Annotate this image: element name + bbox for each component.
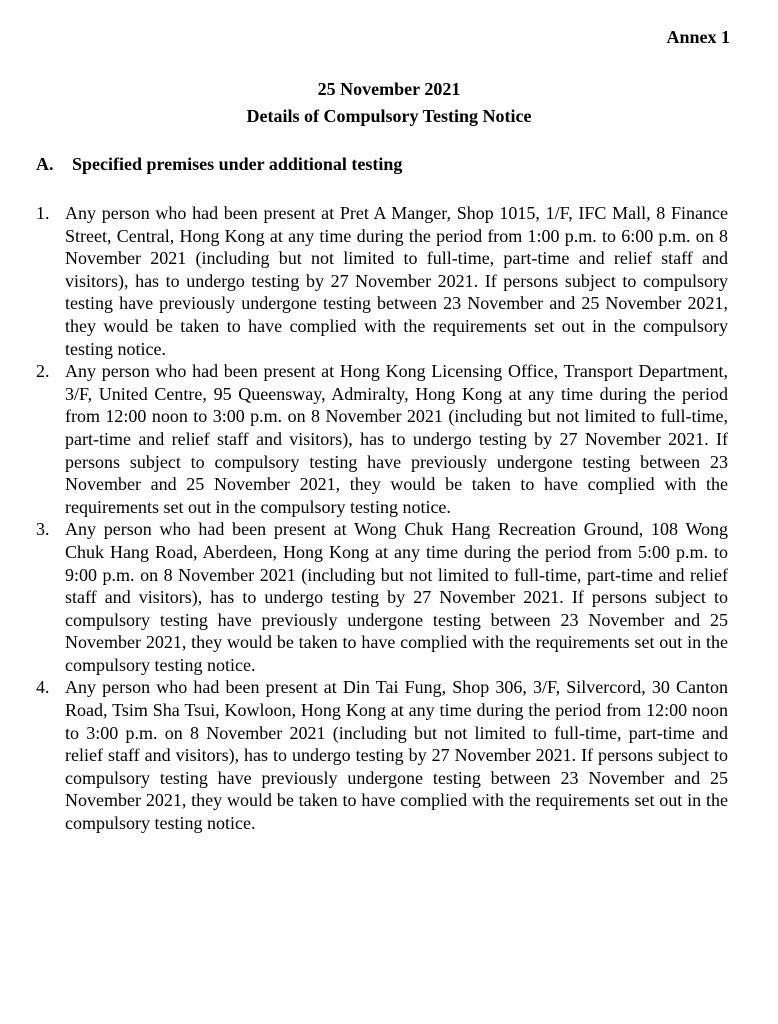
title-block	[0, 76, 778, 130]
section-title: Specified premises under additional testing	[72, 154, 403, 174]
list-item	[0, 676, 778, 834]
notice-date: 25 November 2021	[317, 79, 461, 99]
item-text: Any person who had been present at Din Tai Fung, Shop 306, 3/F, Silvercord, 30 Canton Road, Tsim Sha Tsui, Kowloon, Hong Kong at any time during the period from 12:00 noon to 3:00 p.m. on 8 November 2021 (including but not limited to full-time, part-time and relief staff and visitors), has to undergo testing by 27 November 2021. If persons subject to compulsory testing have previously undergone testing between 23 November and 25 November 2021, they would be taken to have complied with the requirements set out in the compulsory testing notice.	[65, 677, 728, 834]
item-number: 4.	[36, 677, 50, 698]
list-item	[0, 518, 778, 676]
item-number: 3.	[36, 519, 50, 540]
list-item	[0, 360, 778, 518]
section-letter: A.	[36, 154, 54, 174]
item-text: Any person who had been present at Pret A Manger, Shop 1015, 1/F, IFC Mall, 8 Finance Street, Central, Hong Kong at any time during the period from 1:00 p.m. to 6:00 p.m. on 8 November 2021 (including but not limited to full-time, part-time and relief staff and visitors), has to undergo testing by 27 November 2021. If persons subject to compulsory testing have previously undergone testing between 23 November and 25 November 2021, they would be taken to have complied with the requirements set out in the compulsory testing notice.	[65, 203, 728, 359]
premises-list	[0, 202, 778, 835]
item-text: Any person who had been present at Wong Chuk Hang Recreation Ground, 108 Wong Chuk Hang Road, Aberdeen, Hong Kong at any time during the period from 5:00 p.m. to 9:00 p.m. on 8 November 2021 (including but not limited to full-time, part-time and relief staff and visitors), has to undergo testing by 27 November 2021. If persons subject to compulsory testing have previously undergone testing between 23 November and 25 November 2021, they would be taken to have complied with the requirements set out in the compulsory testing notice.	[65, 519, 728, 675]
item-number: 1.	[36, 203, 50, 223]
annex-label: Annex 1	[666, 27, 730, 47]
section-heading	[36, 152, 402, 176]
item-number: 2.	[36, 361, 50, 382]
list-item	[0, 202, 778, 360]
page-title: Details of Compulsory Testing Notice	[246, 106, 532, 126]
item-text: Any person who had been present at Hong Kong Licensing Office, Transport Department, 3/F, United Centre, 95 Queensway, Admiralty, Hong Kong at any time during the period from 12:00 noon to 3:00 p.m. on 8 November 2021 (including but not limited to full-time, part-time and relief staff and visitors), has to undergo testing by 27 November 2021. If persons subject to compulsory testing have previously undergone testing between 23 November and 25 November 2021, they would be taken to have complied with the requirements set out in the compulsory testing notice.	[65, 361, 728, 517]
